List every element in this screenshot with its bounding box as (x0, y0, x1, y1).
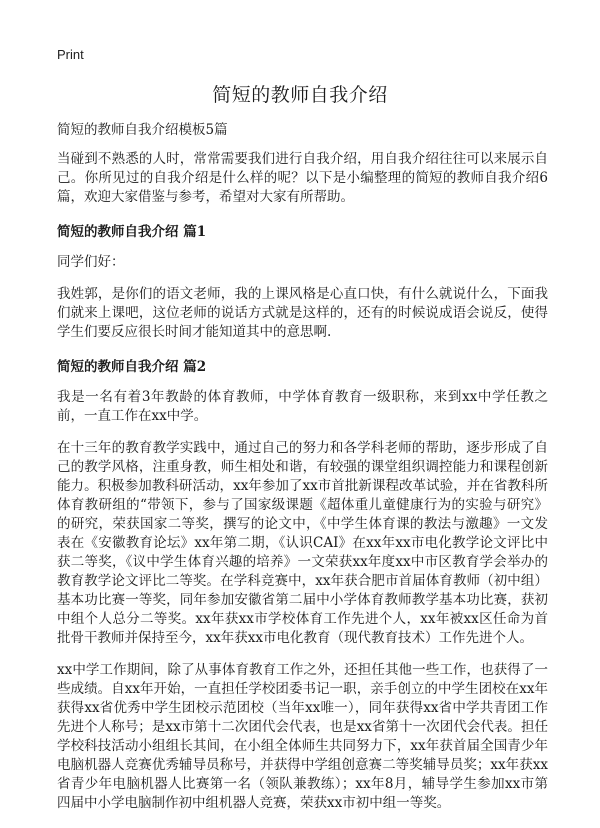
section-2-paragraph-2: 在十三年的教育教学实践中，通过自己的努力和各学科老师的帮助，逐步形成了自己的教学风格，注重身教，师生相处和谐，有较强的课堂组织调控能力和课程创新能力。积极参加教科研活动，xx年参加了xx市首批新课程改革试验，并在省教科所体育教研组的“带领下，参与了国家级课题《超体重儿童健康行为的实验与研究》的研究，荣获国家二等奖，撰写的论文中，《中学生体育课的教法与激趣》一文发表在《安徽教育论坛》xx年第二期，《认识CAI》在xx年xx市电化教学论文评比中获二等奖，《议中学生体育兴趣的培养》一文荣获xx年度xx中市区教育学会举办的教育教学论文评比二等奖。在学科竞赛中，xx年获合肥市首届体育教师（初中组）基本功比赛一等奖，同年参加安徽省第二届中小学体育教师教学基本功比赛，获初中组个人总分二等奖。xx年获xx市学校体育工作先进个人，xx年被xx区任命为首批骨干教师并保持至今，xx年获xx市电化教育（现代教育技术）工作先进个人。 (57, 440, 548, 646)
intro-paragraph: 当碰到不熟悉的人时，常常需要我们进行自我介绍，用自我介绍往往可以来展示自己。你所见过的自我介绍是什么样的呢？以下是小编整理的简短的教师自我介绍6篇，欢迎大家借鉴与参考，希望对大家有所帮助。 (57, 151, 548, 205)
section-1-heading: 简短的教师自我介绍 篇1 (57, 224, 207, 240)
print-link[interactable]: Print (57, 47, 84, 62)
document-subtitle: 简短的教师自我介绍模板5篇 (57, 122, 228, 138)
section-1-greeting: 同学们好： (57, 254, 125, 270)
document-body (57, 118, 548, 826)
document-title: 简短的教师自我介绍 (212, 84, 388, 106)
section-2-heading: 简短的教师自我介绍 篇2 (57, 359, 207, 375)
section-1-paragraph: 我姓郭，是你们的语文老师，我的上课风格是心直口快，有什么就说什么，下面我们就来上课吧，这位老师的说话方式就是这样的，还有的时候说成语会说反，使得学生们要反应很长时间才能知道其中的意思啊. (57, 286, 548, 340)
section-2-paragraph-1: 我是一名有着3年教龄的体育教师，中学体育教育一级职称，来到xx中学任教之前，一直工作在xx中学。 (57, 389, 548, 424)
section-2-paragraph-3: xx中学工作期间，除了从事体育教育工作之外，还担任其他一些工作，也获得了一些成绩。自xx年开始，一直担任学校团委书记一职，亲手创立的中学生团校在xx年获得xx省优秀中学生团校示范团校（当年xx唯一），同年获得xx省中学共青团工作先进个人称号；是xx市第十二次团代会代表，也是xx省第十一次团代会代表。担任学校科技活动小组组长其间，在小组全体师生共同努力下，xx年获首届全国青少年电脑机器人竞赛优秀辅导员称号，并获得中学组创意赛二等奖辅导员奖；xx年获xx省青少年电脑机器人比赛第一名（领队兼教练）；xx年8月，辅导学生参加xx市第四届中小学电脑制作初中组机器人竞赛，荣获xx市初中组一等奖。 (57, 662, 548, 811)
